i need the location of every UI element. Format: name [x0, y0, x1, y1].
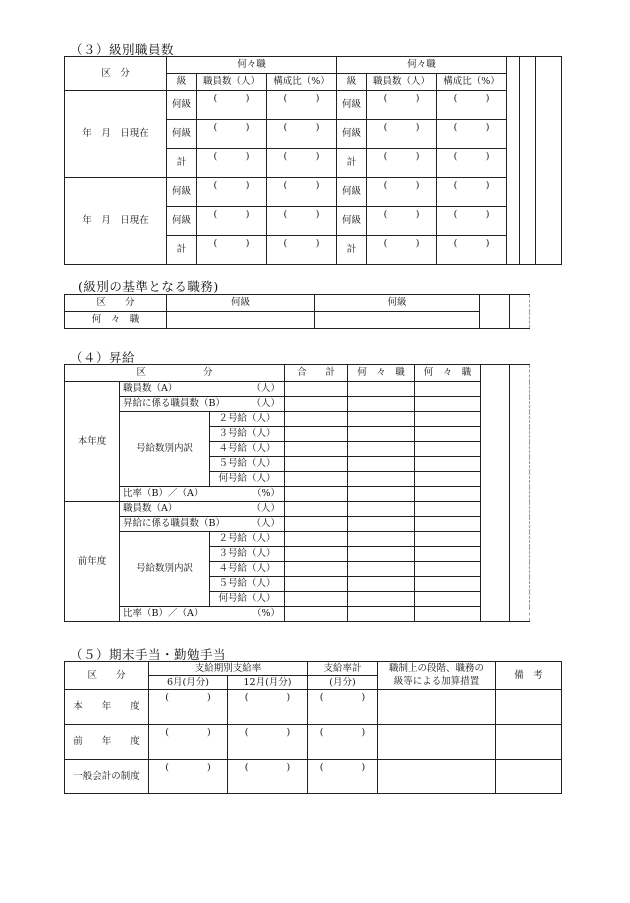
extra-cell — [378, 725, 496, 760]
grade-cell: 何級 — [337, 207, 367, 236]
remarks-cell — [496, 725, 562, 760]
data-cell — [415, 547, 481, 562]
data-cell — [285, 562, 348, 577]
kubun-header: 区 分 — [65, 57, 167, 91]
date-label: 年 月 日現在 — [65, 178, 167, 265]
extra-cell — [378, 760, 496, 794]
data-cell — [285, 427, 348, 442]
omitted-columns-gap — [520, 57, 536, 265]
grade-cell: 何級 — [167, 120, 197, 149]
data-cell — [348, 457, 415, 472]
grade-cell: 何級 — [167, 178, 197, 207]
section4-heading: （４）昇給 — [70, 350, 136, 365]
total-cell: 計 — [167, 236, 197, 265]
data-cell — [285, 397, 348, 412]
dec-cell: ( ) — [228, 725, 308, 760]
omitted-columns-gap — [510, 295, 530, 329]
data-cell — [348, 502, 415, 517]
data-cell — [415, 457, 481, 472]
basis-kubun-header: 区 分 — [65, 295, 167, 312]
raise-staff-row: 昇給に係る職員数（B） （人） — [120, 397, 285, 412]
this-year-label: 本年度 — [65, 382, 120, 502]
breakdown-label: 号給数別内訳 — [120, 412, 210, 487]
basis-col2: 何級 — [315, 295, 480, 312]
data-cell — [415, 562, 481, 577]
data-cell — [348, 397, 415, 412]
count-cell: ( ) — [197, 207, 267, 236]
count-cell: ( ) — [367, 207, 437, 236]
data-cell — [415, 577, 481, 592]
data-cell — [348, 487, 415, 502]
prev-year-row-label: 前 年 度 — [65, 725, 149, 760]
basis-col1: 何級 — [167, 295, 315, 312]
data-cell — [415, 442, 481, 457]
raise-kubun-header: 区 分 — [65, 365, 285, 382]
ratio-cell: ( ) — [437, 91, 507, 120]
prev-year-label: 前年度 — [65, 502, 120, 622]
count-header: 職員数（人） — [367, 74, 437, 91]
data-cell — [415, 592, 481, 607]
bonus-table — [64, 661, 562, 794]
blank-column — [480, 295, 510, 329]
job-header-1: 何 々 職 — [348, 365, 415, 382]
ratio-cell: ( ) — [267, 178, 337, 207]
grade-cell: 何級 — [337, 120, 367, 149]
data-cell — [285, 517, 348, 532]
blank-column-right — [536, 57, 562, 265]
staff-row: 職員数（A） （人） — [120, 502, 285, 517]
blank-column — [507, 57, 520, 265]
total-header: 合 計 — [285, 365, 348, 382]
staff-row: 職員数（A） （人） — [120, 382, 285, 397]
count-cell: ( ) — [367, 120, 437, 149]
ratio-row: 比率（B）／（A） （%） — [120, 487, 285, 502]
data-cell — [415, 502, 481, 517]
count-cell: ( ) — [197, 236, 267, 265]
data-cell — [348, 547, 415, 562]
data-cell — [415, 397, 481, 412]
job-header-2: 何々職 — [337, 57, 507, 74]
date-label: 年 月 日現在 — [65, 91, 167, 178]
data-cell — [348, 562, 415, 577]
ratio-header: 構成比（%） — [437, 74, 507, 91]
grade-row: ２号給（人） — [210, 532, 285, 547]
remarks-cell — [496, 760, 562, 794]
data-cell — [415, 607, 481, 622]
data-cell — [285, 412, 348, 427]
ratio-cell: ( ) — [437, 149, 507, 178]
basis-row-label: 何 々 職 — [65, 312, 167, 329]
basis-cell — [167, 312, 315, 329]
total-rate-cell: ( ) — [308, 725, 378, 760]
kyu-header: 級 — [337, 74, 367, 91]
omitted-columns-gap — [510, 365, 530, 622]
remarks-cell — [496, 690, 562, 725]
total-cell: 計 — [337, 236, 367, 265]
job-header-2: 何 々 職 — [415, 365, 481, 382]
ratio-row: 比率（B）／（A） （%） — [120, 607, 285, 622]
june-header: 6月(月分) — [149, 676, 228, 690]
dec-cell: ( ) — [228, 690, 308, 725]
grade-row: ５号給（人） — [210, 457, 285, 472]
grade-row: ５号給（人） — [210, 577, 285, 592]
grade-row: ３号給（人） — [210, 427, 285, 442]
section3-heading: （３）級別職員数 — [70, 42, 175, 57]
kyu-header: 級 — [167, 74, 197, 91]
june-cell: ( ) — [149, 725, 228, 760]
grade-row: ４号給（人） — [210, 562, 285, 577]
june-cell: ( ) — [149, 690, 228, 725]
ratio-cell: ( ) — [267, 91, 337, 120]
data-cell — [285, 442, 348, 457]
data-cell — [285, 502, 348, 517]
grade-row: ２号給（人） — [210, 412, 285, 427]
data-cell — [415, 517, 481, 532]
data-cell — [348, 427, 415, 442]
rate-by-period-header: 支給期別支給率 — [149, 662, 308, 676]
months-header: (月分) — [308, 676, 378, 690]
grade-row: 何号給（人） — [210, 472, 285, 487]
data-cell — [348, 382, 415, 397]
data-cell — [415, 487, 481, 502]
total-rate-cell: ( ) — [308, 690, 378, 725]
this-year-row-label: 本 年 度 — [65, 690, 149, 725]
data-cell — [285, 487, 348, 502]
count-cell: ( ) — [197, 91, 267, 120]
section5-heading: （５）期末手当・勤勉手当 — [70, 647, 227, 662]
count-cell: ( ) — [197, 149, 267, 178]
data-cell — [348, 577, 415, 592]
ratio-cell: ( ) — [267, 236, 337, 265]
total-cell: 計 — [337, 149, 367, 178]
data-cell — [348, 517, 415, 532]
data-cell — [415, 382, 481, 397]
data-cell — [348, 472, 415, 487]
grade-basis-table — [64, 294, 530, 329]
grade-row: ４号給（人） — [210, 442, 285, 457]
remarks-header: 備 考 — [496, 662, 562, 690]
breakdown-label: 号給数別内訳 — [120, 532, 210, 607]
count-cell: ( ) — [367, 91, 437, 120]
staff-by-grade-table — [64, 56, 562, 265]
extra-measure-header: 職制上の段階、職務の 級等による加算措置 — [378, 662, 496, 690]
total-rate-header: 支給率計 — [308, 662, 378, 676]
ratio-header: 構成比（%） — [267, 74, 337, 91]
count-cell: ( ) — [197, 120, 267, 149]
count-cell: ( ) — [367, 178, 437, 207]
basis-cell — [315, 312, 480, 329]
data-cell — [285, 592, 348, 607]
grade-row: ３号給（人） — [210, 547, 285, 562]
data-cell — [285, 577, 348, 592]
grade-cell: 何級 — [337, 178, 367, 207]
data-cell — [348, 532, 415, 547]
data-cell — [415, 472, 481, 487]
june-cell: ( ) — [149, 760, 228, 794]
ratio-cell: ( ) — [267, 120, 337, 149]
data-cell — [348, 592, 415, 607]
data-cell — [348, 412, 415, 427]
bonus-kubun-header: 区 分 — [65, 662, 149, 690]
data-cell — [415, 427, 481, 442]
data-cell — [285, 547, 348, 562]
grade-row: 何号給（人） — [210, 592, 285, 607]
dec-cell: ( ) — [228, 760, 308, 794]
grade-cell: 何級 — [337, 91, 367, 120]
ratio-cell: ( ) — [267, 149, 337, 178]
count-header: 職員数（人） — [197, 74, 267, 91]
salary-raise-table — [64, 364, 530, 622]
data-cell — [348, 607, 415, 622]
ratio-cell: ( ) — [437, 236, 507, 265]
job-header-1: 何々職 — [167, 57, 337, 74]
data-cell — [285, 607, 348, 622]
data-cell — [285, 382, 348, 397]
basis-heading: (級別の基準となる職務) — [78, 279, 219, 294]
grade-cell: 何級 — [167, 207, 197, 236]
grade-cell: 何級 — [167, 91, 197, 120]
extra-cell — [378, 690, 496, 725]
total-cell: 計 — [167, 149, 197, 178]
blank-column — [481, 365, 510, 622]
data-cell — [285, 532, 348, 547]
ratio-cell: ( ) — [437, 207, 507, 236]
data-cell — [285, 457, 348, 472]
dec-header: 12月(月分) — [228, 676, 308, 690]
general-account-row-label: 一般会計の制度 — [65, 760, 149, 794]
total-rate-cell: ( ) — [308, 760, 378, 794]
data-cell — [285, 472, 348, 487]
count-cell: ( ) — [367, 236, 437, 265]
ratio-cell: ( ) — [437, 178, 507, 207]
data-cell — [348, 442, 415, 457]
data-cell — [415, 412, 481, 427]
ratio-cell: ( ) — [437, 120, 507, 149]
count-cell: ( ) — [197, 178, 267, 207]
ratio-cell: ( ) — [267, 207, 337, 236]
data-cell — [415, 532, 481, 547]
raise-staff-row: 昇給に係る職員数（B） （人） — [120, 517, 285, 532]
count-cell: ( ) — [367, 149, 437, 178]
